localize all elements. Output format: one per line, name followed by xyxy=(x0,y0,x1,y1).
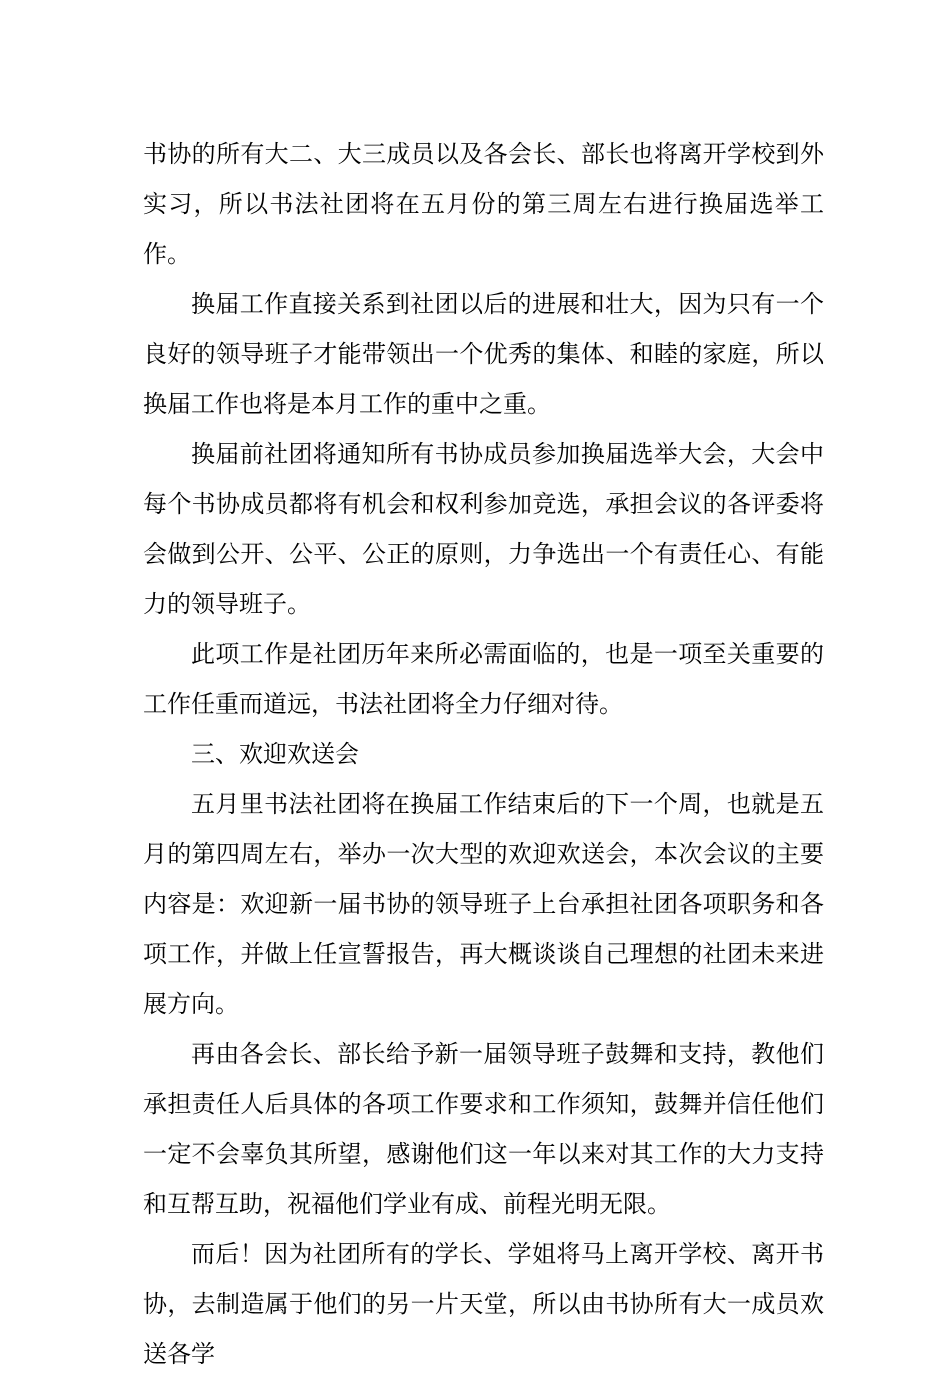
paragraph-farewell: 而后！因为社团所有的学长、学姐将马上离开学校、离开书协，去制造属于他们的另一片天堂，所以由书协所有大一成员欢送各学 xyxy=(143,1240,824,1368)
paragraph-encouragement: 再由各会长、部长给予新一届领导班子鼓舞和支持，教他们承担责任人后具体的各项工作要求和工作须知，鼓舞并信任他们一定不会辜负其所望，感谢他们这一年以来对其工作的大力支持和互帮互助，祝福他们学业有成、前程光明无限。 xyxy=(143,1040,824,1218)
paragraph-welcome-meeting: 五月里书法社团将在换届工作结束后的下一个周，也就是五月的第四周左右，举办一次大型的欢迎欢送会，本次会议的主要内容是：欢迎新一届书协的领导班子上台承担社团各项职务和各项工作，并做上任宣誓报告，再大概谈谈自己理想的社团未来进展方向。 xyxy=(143,790,824,1018)
paragraph-election-meeting: 换届前社团将通知所有书协成员参加换届选举大会，大会中每个书协成员都将有机会和权利参加竞选，承担会议的各评委将会做到公开、公平、公正的原则，力争选出一个有责任心、有能力的领导班子。 xyxy=(143,440,824,618)
section-heading-welcome-farewell: 三、欢迎欢送会 xyxy=(191,740,359,768)
paragraph-continuation: 书协的所有大二、大三成员以及各会长、部长也将离开学校到外实习，所以书法社团将在五月份的第三周左右进行换届选举工作。 xyxy=(143,140,824,268)
paragraph-election-importance: 换届工作直接关系到社团以后的进展和壮大，因为只有一个良好的领导班子才能带领出一个优秀的集体、和睦的家庭，所以换届工作也将是本月工作的重中之重。 xyxy=(143,290,824,418)
paragraph-election-attitude: 此项工作是社团历年来所必需面临的，也是一项至关重要的工作任重而道远，书法社团将全力仔细对待。 xyxy=(143,640,824,718)
document-body xyxy=(143,129,824,1379)
